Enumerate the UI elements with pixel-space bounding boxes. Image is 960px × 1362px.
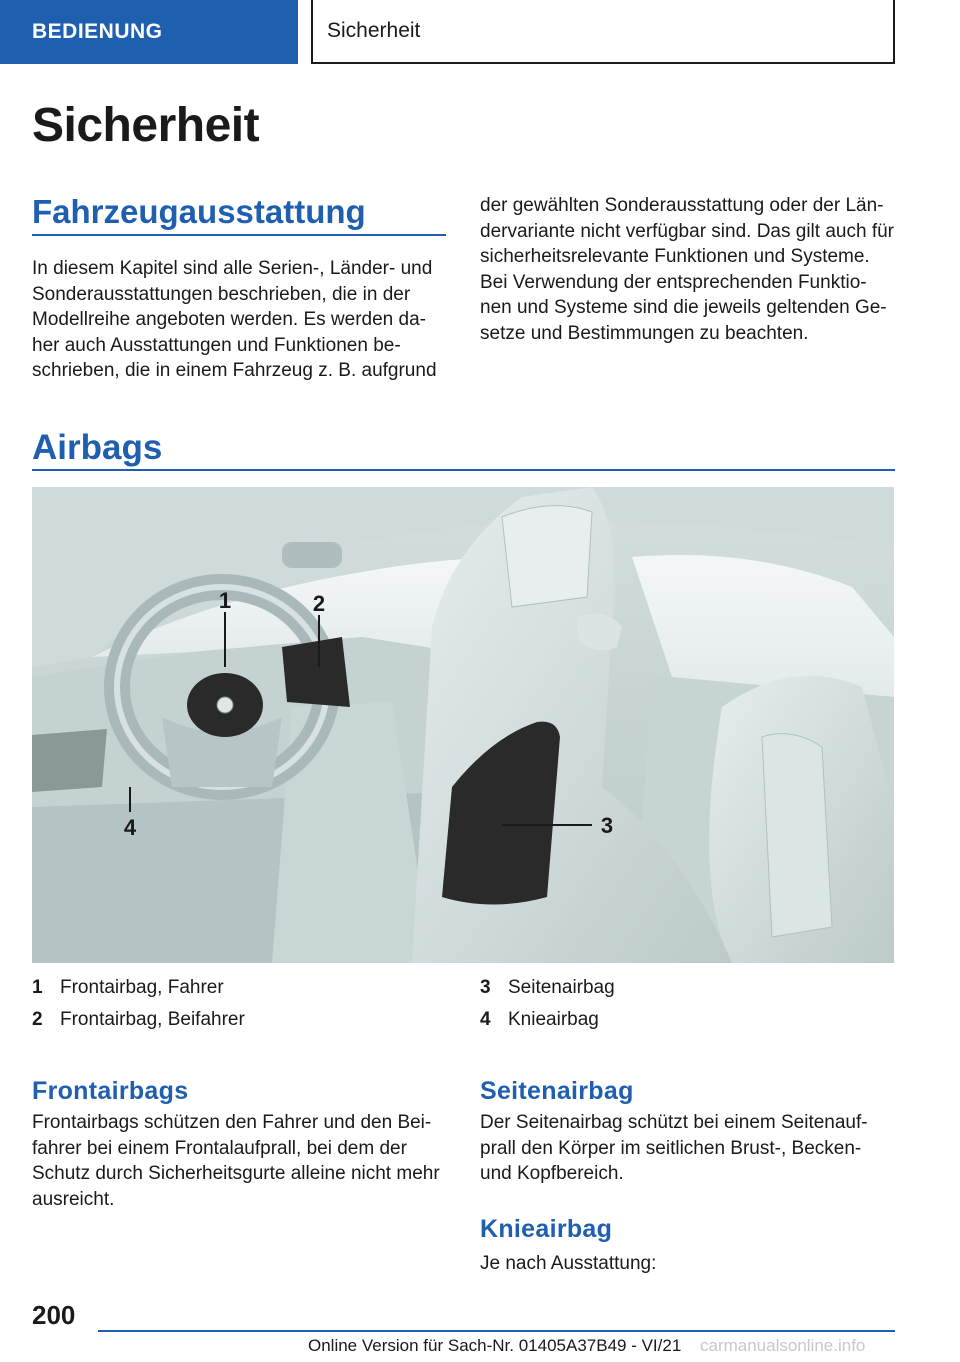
text-line: schrieben, die in einem Fahrzeug z. B. aufgrund <box>32 360 437 381</box>
legend-item <box>32 971 245 1003</box>
text-line: dervariante nicht verfügbar sind. Das gilt auch für <box>480 220 894 242</box>
legend-text: Frontairbag, Beifahrer <box>60 1008 245 1030</box>
text-line: Frontairbags schützen den Fahrer und den Bei- <box>32 1112 432 1133</box>
car-interior-drawing <box>32 487 894 963</box>
text-line: Der Seitenairbag schützt bei einem Seitenauf- <box>480 1112 868 1133</box>
page-number: 200 <box>32 1300 76 1330</box>
heading-knieairbag: Knieairbag <box>480 1215 613 1243</box>
callout-label-4: 4 <box>123 815 137 840</box>
callout-label-3: 3 <box>600 813 614 838</box>
intro-paragraph-col1 <box>32 256 452 384</box>
text-line: Modellreihe angeboten werden. Es werden da- <box>32 309 426 330</box>
seitenairbag-paragraph <box>480 1110 910 1187</box>
text-line: und Kopfbereich. <box>480 1163 624 1184</box>
legend-right <box>480 971 615 1035</box>
heading-seitenairbag: Seitenairbag <box>480 1077 634 1105</box>
legend-item <box>32 1003 245 1035</box>
online-version-text: Online Version für Sach-Nr. 01405A37B49 - VI/21 <box>308 1336 682 1355</box>
legend-text: Frontairbag, Fahrer <box>60 976 224 998</box>
heading-airbags: Airbags <box>32 428 163 467</box>
heading-rule <box>32 469 895 471</box>
text-line: In diesem Kapitel sind alle Serien-, Länder- und <box>32 258 433 279</box>
heading-frontairbags: Frontairbags <box>32 1077 189 1105</box>
legend-number: 2 <box>32 1008 43 1030</box>
intro-paragraph-col2 <box>480 193 900 346</box>
watermark-brand: carmanualsonline.info <box>700 1336 866 1355</box>
legend-number: 3 <box>480 976 491 998</box>
callout-label-1: 1 <box>218 588 232 613</box>
legend-text: Seitenairbag <box>508 976 615 998</box>
text-line: Schutz durch Sicherheitsgurte alleine nicht mehr <box>32 1163 440 1184</box>
chapter-box: Sicherheit <box>311 0 895 64</box>
text-line: setze und Bestimmungen zu beachten. <box>480 322 809 344</box>
text-line: sicherheitsrelevante Funktionen und Systeme. <box>480 246 870 267</box>
knieairbag-paragraph <box>480 1251 910 1277</box>
legend-text: Knieairbag <box>508 1008 599 1030</box>
legend-item <box>480 1003 615 1035</box>
footer-rule <box>98 1330 895 1332</box>
page-title: Sicherheit <box>32 99 260 152</box>
heading-fahrzeugausstattung: Fahrzeugausstattung <box>32 193 366 230</box>
airbag-zone-2 <box>282 637 350 707</box>
text-line: nen und Systeme sind die jeweils geltenden Ge- <box>480 297 887 318</box>
text-line: her auch Ausstattungen und Funktionen be- <box>32 334 401 356</box>
text-line: Sonderausstattungen beschrieben, die in der <box>32 283 411 305</box>
text-line: Bei Verwendung der entsprechenden Funktio- <box>480 271 867 293</box>
airbag-illustration <box>32 487 894 963</box>
frontairbags-paragraph <box>32 1110 462 1212</box>
text-line: der gewählten Sonderausstattung oder der Län- <box>480 195 884 216</box>
text-line: ausreicht. <box>32 1188 115 1210</box>
callout-label-2: 2 <box>312 591 326 616</box>
legend-left <box>32 971 245 1035</box>
legend-item <box>480 971 615 1003</box>
legend-number: 4 <box>480 1008 491 1030</box>
text-line: prall den Körper im seitlichen Brust-, Becken- <box>480 1137 862 1159</box>
text-line: fahrer bei einem Frontalaufprall, bei dem der <box>32 1137 407 1159</box>
legend-number: 1 <box>32 976 43 998</box>
text-line: Je nach Ausstattung: <box>480 1253 657 1274</box>
heading-rule <box>32 234 446 236</box>
section-tab: BEDIENUNG <box>0 0 298 64</box>
